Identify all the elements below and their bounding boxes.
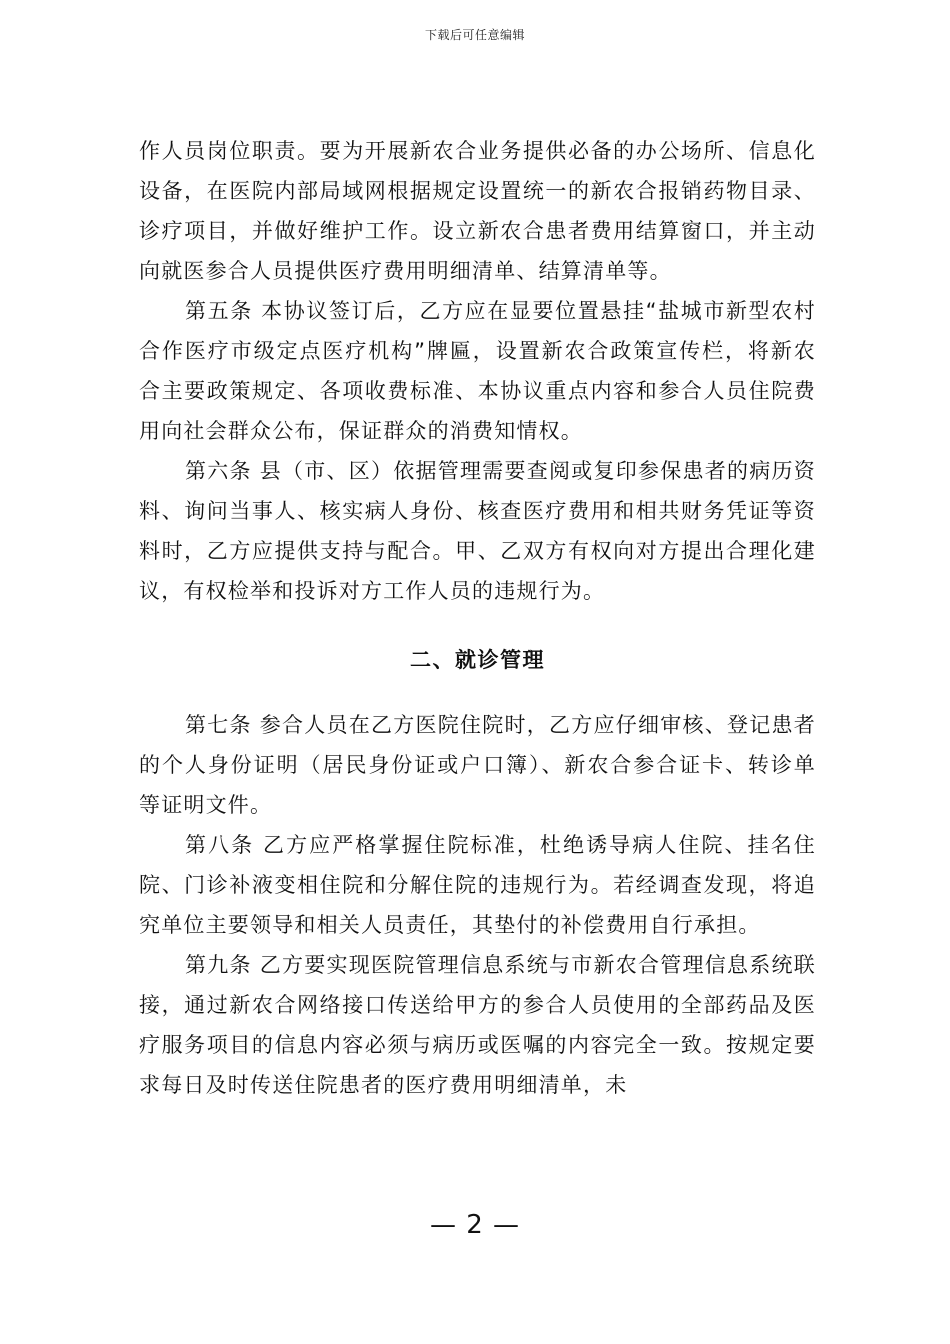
paragraph-article-7: 第七条 参合人员在乙方医院住院时，乙方应仔细审核、登记患者的个人身份证明（居民身份证或户口簿）、新农合参合证卡、转诊单等证明文件。 xyxy=(139,713,816,817)
section-heading: 二、就诊管理 xyxy=(410,648,545,672)
paragraph-article-8: 第八条 乙方应严格掌握住院标准，杜绝诱导病人住院、挂名住院、门诊补液变相住院和分解住院的违规行为。若经调查发现，将追究单位主要领导和相关人员责任，其垫付的补偿费用自行承担。 xyxy=(139,833,816,937)
header-note: 下载后可任意编辑 xyxy=(424,28,525,42)
paragraph-article-6: 第六条 县（市、区）依据管理需要查阅或复印参保患者的病历资料、询问当事人、核实病人身份、核查医疗费用和相共财务凭证等资料时，乙方应提供支持与配合。甲、乙双方有权向对方提出合理化建议，有权检举和投诉对方工作人员的违规行为。 xyxy=(139,459,816,603)
paragraph-continuation: 作人员岗位职责。要为开展新农合业务提供必备的办公场所、信息化设备，在医院内部局域网根据规定设置统一的新农合报销药物目录、诊疗项目，并做好维护工作。设立新农合患者费用结算窗口，并主动向就医参合人员提供医疗费用明细清单、结算清单等。 xyxy=(139,139,816,283)
document-body xyxy=(139,131,816,1105)
paragraph-article-9: 第九条 乙方要实现医院管理信息系统与市新农合管理信息系统联接，通过新农合网络接口传送给甲方的参合人员使用的全部药品及医疗服务项目的信息内容必须与病历或医嘱的内容完全一致。按规定要求每日及时传送住院患者的医疗费用明细清单，未 xyxy=(139,953,816,1097)
page-number: — 2 — xyxy=(429,1210,521,1240)
paragraph-article-5: 第五条 本协议签订后，乙方应在显要位置悬挂“盐城市新型农村合作医疗市级定点医疗机构”牌匾，设置新农合政策宣传栏，将新农合主要政策规定、各项收费标准、本协议重点内容和参合人员住院费用向社会群众公布，保证群众的消费知情权。 xyxy=(139,299,816,443)
